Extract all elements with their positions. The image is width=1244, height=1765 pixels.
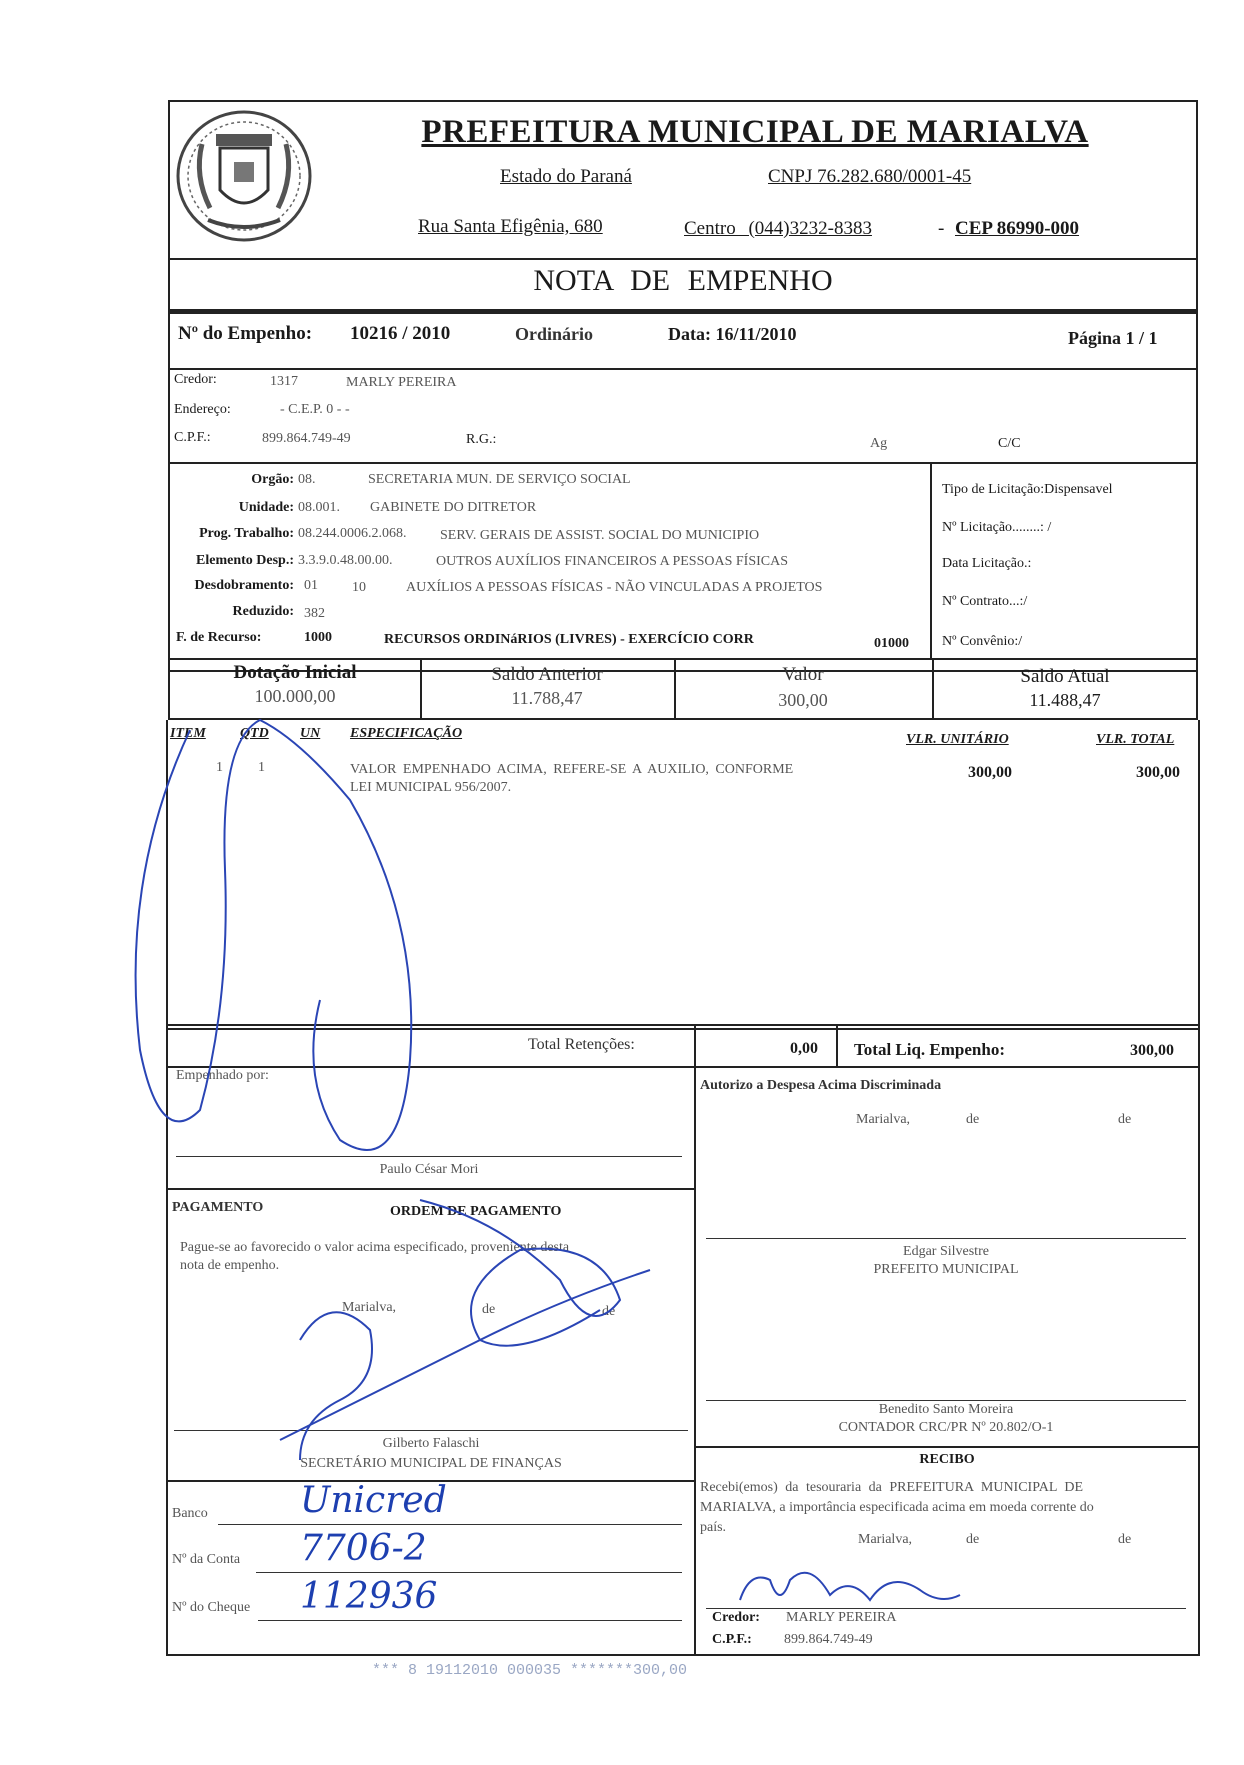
licitacao-data: Data Licitação.: xyxy=(942,556,1032,571)
licitacao-tipo: Tipo de Licitação:Dispensavel xyxy=(942,482,1113,497)
rg-label: R.G.: xyxy=(466,432,497,447)
prog-label: Prog. Trabalho: xyxy=(199,526,294,541)
recurso-label: F. de Recurso: xyxy=(176,630,262,645)
prefeito-name: Edgar Silvestre xyxy=(903,1244,989,1259)
cheque-label: Nº do Cheque xyxy=(172,1600,251,1615)
contador-name: Benedito Santo Moreira xyxy=(878,1402,1014,1417)
header-district-phone: Centro (044)3232-8383 xyxy=(684,218,872,239)
liquido-label: Total Liq. Empenho: xyxy=(854,1040,1005,1059)
dotacao-label: Dotação Inicial xyxy=(233,662,357,683)
header-cep: CEP 86990-000 xyxy=(955,218,1080,239)
recibo-text-line3: país. xyxy=(700,1520,727,1535)
pagamento-de1: de xyxy=(482,1302,496,1317)
empenho-date: Data: 16/11/2010 xyxy=(668,324,797,344)
credor-name: MARLY PEREIRA xyxy=(346,375,457,390)
desdobramento-desc: AUXÍLIOS A PESSOAS FÍSICAS - NÃO VINCULADAS A PROJETOS xyxy=(406,580,823,595)
secretario-name: Gilberto Falaschi xyxy=(382,1436,480,1451)
recibo-label: RECIBO xyxy=(919,1452,975,1467)
bank-stamp: *** 8 19112010 000035 *******300,00 xyxy=(372,1662,688,1679)
orgao-code: 08. xyxy=(298,472,316,487)
desdobramento-code1: 01 xyxy=(304,578,318,593)
empenho-number-label: Nº do Empenho: xyxy=(178,323,313,344)
unidade-desc: GABINETE DO DITRETOR xyxy=(370,500,537,515)
recibo-place: Marialva, xyxy=(858,1532,913,1547)
secretario-role: SECRETÁRIO MUNICIPAL DE FINANÇAS xyxy=(300,1456,562,1471)
col-qtd: QTD xyxy=(240,726,269,741)
recibo-de1: de xyxy=(966,1532,980,1547)
row-item: 1 xyxy=(216,760,223,775)
recibo-credor-label: Credor: xyxy=(712,1610,760,1625)
pagamento-label: PAGAMENTO xyxy=(172,1200,264,1215)
credor-label: Credor: xyxy=(174,372,217,387)
reduzido-label: Reduzido: xyxy=(232,604,294,619)
col-total: VLR. TOTAL xyxy=(1096,732,1175,747)
col-spec: ESPECIFICAÇÃO xyxy=(350,726,463,741)
ordem-pagamento-label: ORDEM DE PAGAMENTO xyxy=(390,1204,562,1219)
document-title: NOTA DE EMPENHO xyxy=(533,264,833,297)
recibo-cpf-label: C.P.F.: xyxy=(712,1632,752,1647)
autorizo-label: Autorizo a Despesa Acima Discriminada xyxy=(700,1078,942,1093)
saldo-anterior-label: Saldo Anterior xyxy=(491,664,603,685)
row-qtd: 1 xyxy=(258,760,265,775)
row-total: 300,00 xyxy=(1136,764,1180,781)
row-unit: 300,00 xyxy=(968,764,1012,781)
saldo-atual-value: 11.488,47 xyxy=(1029,690,1101,710)
pagamento-text-line1: Pague-se ao favorecido o valor acima especificado, proveniente desta xyxy=(180,1240,570,1255)
licitacao-contrato: Nº Contrato...:/ xyxy=(942,594,1028,609)
orgao-label: Orgão: xyxy=(251,472,294,487)
dotacao-value: 100.000,00 xyxy=(254,686,336,706)
orgao-desc: SECRETARIA MUN. DE SERVIÇO SOCIAL xyxy=(368,472,631,487)
row-spec-line2: LEI MUNICIPAL 956/2007. xyxy=(350,780,512,795)
empenho-number: 10216 / 2010 xyxy=(350,323,451,344)
conta-label: Nº da Conta xyxy=(172,1552,241,1567)
unidade-code: 08.001. xyxy=(298,500,340,515)
prog-desc: SERV. GERAIS DE ASSIST. SOCIAL DO MUNICIPIO xyxy=(440,528,760,543)
elemento-desc: OUTROS AUXÍLIOS FINANCEIROS A PESSOAS FÍSICAS xyxy=(436,554,789,569)
saldo-anterior-value: 11.788,47 xyxy=(511,688,583,708)
recurso-code: 1000 xyxy=(304,630,332,645)
autorizo-de2: de xyxy=(1118,1112,1132,1127)
empenho-type: Ordinário xyxy=(515,324,594,344)
prefeito-role: PREFEITO MUNICIPAL xyxy=(873,1262,1019,1277)
col-unit: VLR. UNITÁRIO xyxy=(906,732,1009,747)
pagamento-de2: de xyxy=(602,1304,616,1319)
valor-label: Valor xyxy=(782,664,824,685)
recibo-text-line1: Recebi(emos) da tesouraria da PREFEITURA MUNICIPAL DE xyxy=(700,1480,1084,1495)
recibo-cpf-value: 899.864.749-49 xyxy=(784,1632,873,1647)
header-street: Rua Santa Efigênia, 680 xyxy=(418,216,603,237)
header-dash: - xyxy=(938,218,945,239)
banco-label: Banco xyxy=(172,1506,208,1521)
autorizo-place: Marialva, xyxy=(856,1112,911,1127)
pagamento-place: Marialva, xyxy=(342,1300,397,1315)
col-un: UN xyxy=(300,726,321,741)
desdobramento-label: Desdobramento: xyxy=(194,578,294,593)
endereco-label: Endereço: xyxy=(174,402,231,417)
saldo-atual-label: Saldo Atual xyxy=(1020,666,1110,687)
page-indicator: Página 1 / 1 xyxy=(1068,328,1158,348)
recibo-credor-name: MARLY PEREIRA xyxy=(786,1610,897,1625)
page-title: PREFEITURA MUNICIPAL DE MARIALVA xyxy=(421,114,1089,150)
retencoes-label: Total Retenções: xyxy=(528,1036,635,1053)
row-spec-line1: VALOR EMPENHADO ACIMA, REFERE-SE A AUXILIO, CONFORME xyxy=(350,762,794,777)
retencoes-value: 0,00 xyxy=(790,1040,818,1057)
liquido-value: 300,00 xyxy=(1130,1042,1174,1059)
unidade-label: Unidade: xyxy=(238,500,294,515)
elemento-label: Elemento Desp.: xyxy=(196,553,294,568)
empenhado-signer: Paulo César Mori xyxy=(379,1162,479,1177)
recurso-desc: RECURSOS ORDINáRIOS (LIVRES) - EXERCÍCIO CORR xyxy=(384,632,754,647)
desdobramento-code2: 10 xyxy=(352,580,366,595)
licitacao-numero: Nº Licitação........: / xyxy=(942,520,1052,535)
licitacao-convenio: Nº Convênio:/ xyxy=(942,634,1023,649)
reduzido-value: 382 xyxy=(304,606,325,621)
cpf-value: 899.864.749-49 xyxy=(262,431,351,446)
empenhado-label: Empenhado por: xyxy=(176,1068,269,1083)
banco-handwritten: Unicred xyxy=(300,1480,447,1521)
ag-label: Ag xyxy=(870,436,888,451)
cc-label: C/C xyxy=(998,436,1021,451)
recurso-code2: 01000 xyxy=(874,636,909,651)
pagamento-text-line2: nota de empenho. xyxy=(180,1258,280,1273)
recibo-de2: de xyxy=(1118,1532,1132,1547)
header-state: Estado do Paraná xyxy=(500,166,632,187)
recibo-text-line2: MARIALVA, a importância especificada acima em moeda corrente do xyxy=(700,1500,1094,1515)
col-item: ITEM xyxy=(170,726,206,741)
header-cnpj: CNPJ 76.282.680/0001-45 xyxy=(768,166,972,187)
contador-role: CONTADOR CRC/PR Nº 20.802/O-1 xyxy=(838,1420,1054,1435)
conta-handwritten: 7706-2 xyxy=(300,1528,427,1569)
elemento-code: 3.3.9.0.48.00.00. xyxy=(298,553,393,568)
valor-value: 300,00 xyxy=(778,690,828,710)
cheque-handwritten: 112936 xyxy=(300,1576,438,1617)
credor-code: 1317 xyxy=(270,374,298,389)
endereco-value: - C.E.P. 0 - - xyxy=(280,402,350,417)
autorizo-de1: de xyxy=(966,1112,980,1127)
cpf-label: C.P.F.: xyxy=(174,430,211,445)
prog-code: 08.244.0006.2.068. xyxy=(298,526,407,541)
